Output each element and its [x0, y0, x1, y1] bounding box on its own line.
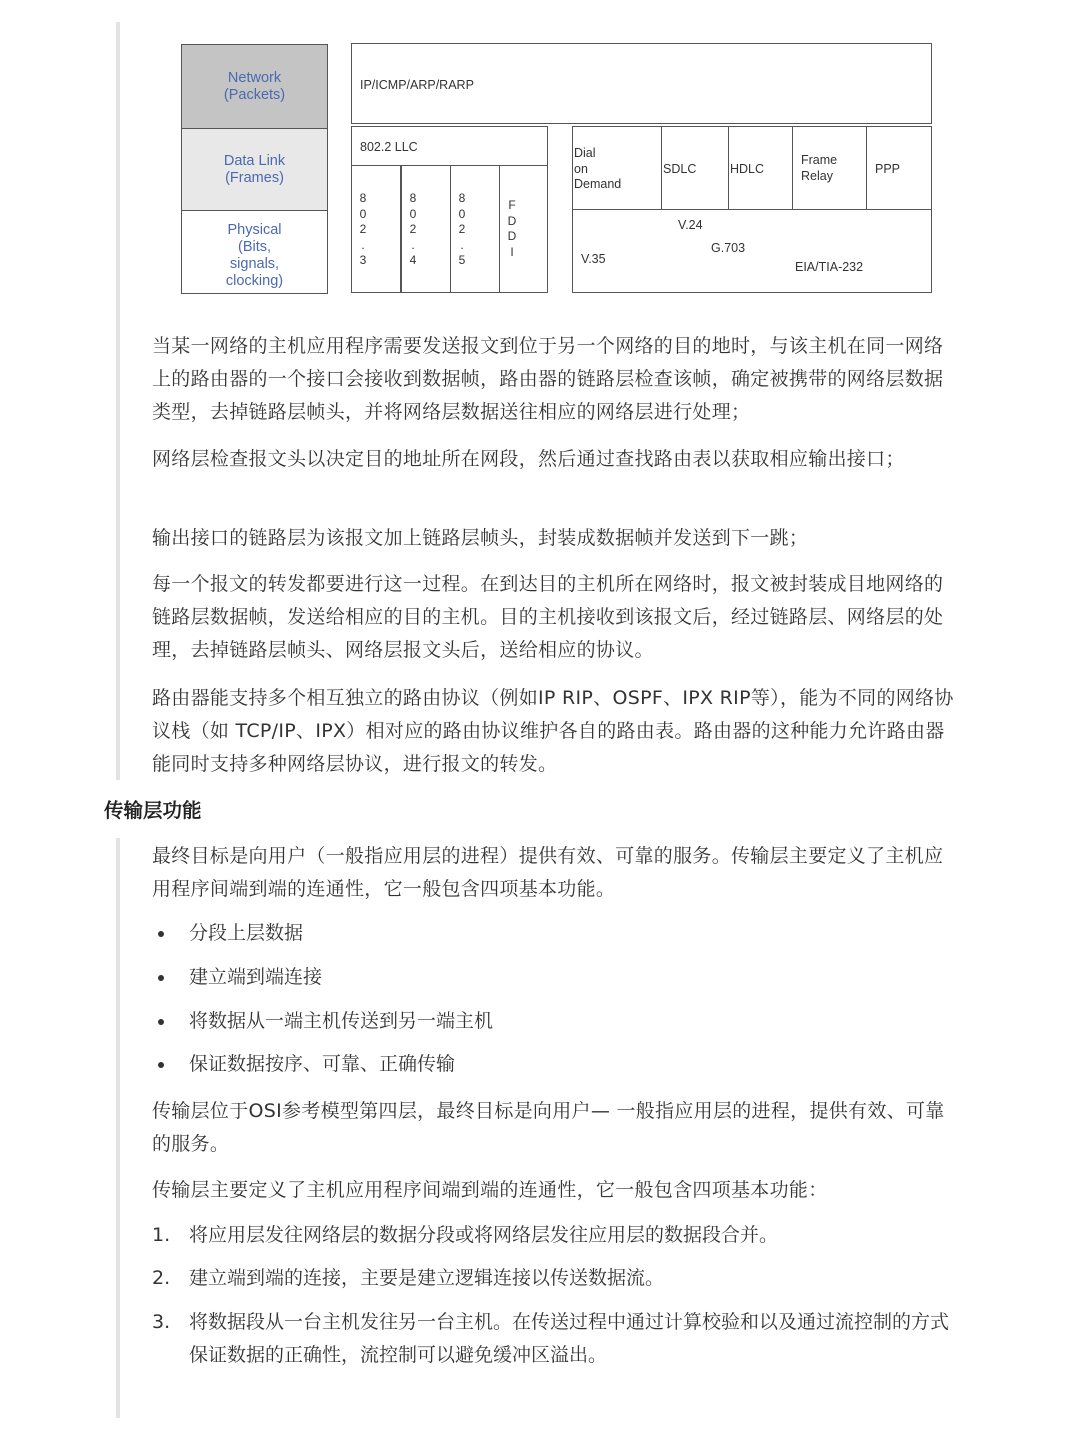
- bullet-icon: [158, 1019, 164, 1025]
- lan-802-5-label: 8 0 2 . 5: [458, 191, 466, 267]
- list-item: 建立端到端连接: [152, 961, 958, 994]
- list-number: 2.: [152, 1267, 171, 1289]
- llc-label: 802.2 LLC: [360, 140, 418, 154]
- lan-802-3-label: 8 0 2 . 3: [359, 191, 367, 267]
- paragraph: 输出接口的链路层为该报文加上链路层帧头，封装成数据帧并发送到下一跳；: [152, 527, 809, 549]
- paragraph: 每一个报文的转发都要进行这一过程。在到达目的主机所在网络时，报文被封装成目地网络的链路层数据帧，发送给相应的目的主机。目的主机接收到该报文后，经过链路层、网络层的处理，去掉链路层帧头、网络层报文头后，送给相应的协议。: [152, 573, 944, 661]
- network-protocols-label: IP/ICMP/ARP/RARP: [360, 78, 474, 92]
- list-item: 分段上层数据: [152, 917, 958, 950]
- numbered-item: 1. 将应用层发往网络层的数据分段或将网络层发往应用层的数据段合并。: [152, 1219, 958, 1252]
- paragraph: 传输层位于OSI参考模型第四层，最终目标是向用户— 一般指应用层的进程，提供有效、可靠的服务。: [152, 1100, 945, 1155]
- datalink-layer-label: Data Link (Frames): [223, 153, 286, 186]
- quote-bar: [116, 838, 120, 1418]
- sdlc-label: SDLC: [663, 162, 697, 176]
- lan-802-4-label: 8 0 2 . 4: [409, 191, 417, 267]
- fddi-label: F D D I: [507, 198, 517, 259]
- numbered-item: 3. 将数据段从一台主机发往另一台主机。在传送过程中通过计算校验和以及通过流控制的方式保证数据的正确性，流控制可以避免缓冲区溢出。: [152, 1306, 958, 1372]
- physical-layer-label: Physical (Bits, signals, clocking): [225, 222, 284, 289]
- v35-label: V.35: [581, 252, 606, 266]
- list-number: 3.: [152, 1311, 171, 1333]
- paragraph: 网络层检查报文头以决定目的地址所在网段，然后通过查找路由表以获取相应输出接口；: [152, 448, 905, 470]
- paragraph: 路由器能支持多个相互独立的路由协议（例如IP RIP、OSPF、IPX RIP等），能为不同的网络协议栈（如 TCP/IP、IPX）相对应的路由协议维护各自的路由表。路由器的这种能力允许路由器能同时支持多种网络层协议，进行报文的转发。: [152, 687, 954, 775]
- list-number: 1.: [152, 1224, 171, 1246]
- list-item: 保证数据按序、可靠、正确传输: [152, 1048, 958, 1081]
- dial-on-demand-label: Dial on Demand: [574, 146, 622, 191]
- bullet-icon: [158, 931, 164, 937]
- eia-tia-232-label: EIA/TIA-232: [795, 260, 864, 274]
- protocol-layer-diagram: [0, 0, 1080, 310]
- paragraph: 当某一网络的主机应用程序需要发送报文到位于另一个网络的目的地时，与该主机在同一网络上的路由器的一个接口会接收到数据帧，路由器的链路层检查该帧，确定被携带的网络层数据类型，去掉链路层帧头，并将网络层数据送往相应的网络层进行处理；: [152, 335, 944, 423]
- paragraph: 传输层主要定义了主机应用程序间端到端的连通性，它一般包含四项基本功能：: [152, 1179, 828, 1201]
- numbered-item: 2. 建立端到端的连接，主要是建立逻辑连接以传送数据流。: [152, 1262, 958, 1295]
- section-title: 传输层功能: [104, 799, 202, 822]
- bullet-icon: [158, 975, 164, 981]
- section-intro: 最终目标是向用户（一般指应用层的进程）提供有效、可靠的服务。传输层主要定义了主机应用程序间端到端的连通性，它一般包含四项基本功能。: [152, 845, 944, 900]
- v24-label: V.24: [678, 218, 703, 232]
- network-layer-label: Network (Packets): [223, 70, 286, 103]
- bullet-icon: [158, 1062, 164, 1068]
- frame-relay-label: Frame Relay: [801, 153, 838, 183]
- list-item: 将数据从一端主机传送到另一端主机: [152, 1005, 958, 1038]
- ppp-label: PPP: [875, 162, 901, 176]
- g703-label: G.703: [711, 241, 746, 255]
- hdlc-label: HDLC: [730, 162, 765, 176]
